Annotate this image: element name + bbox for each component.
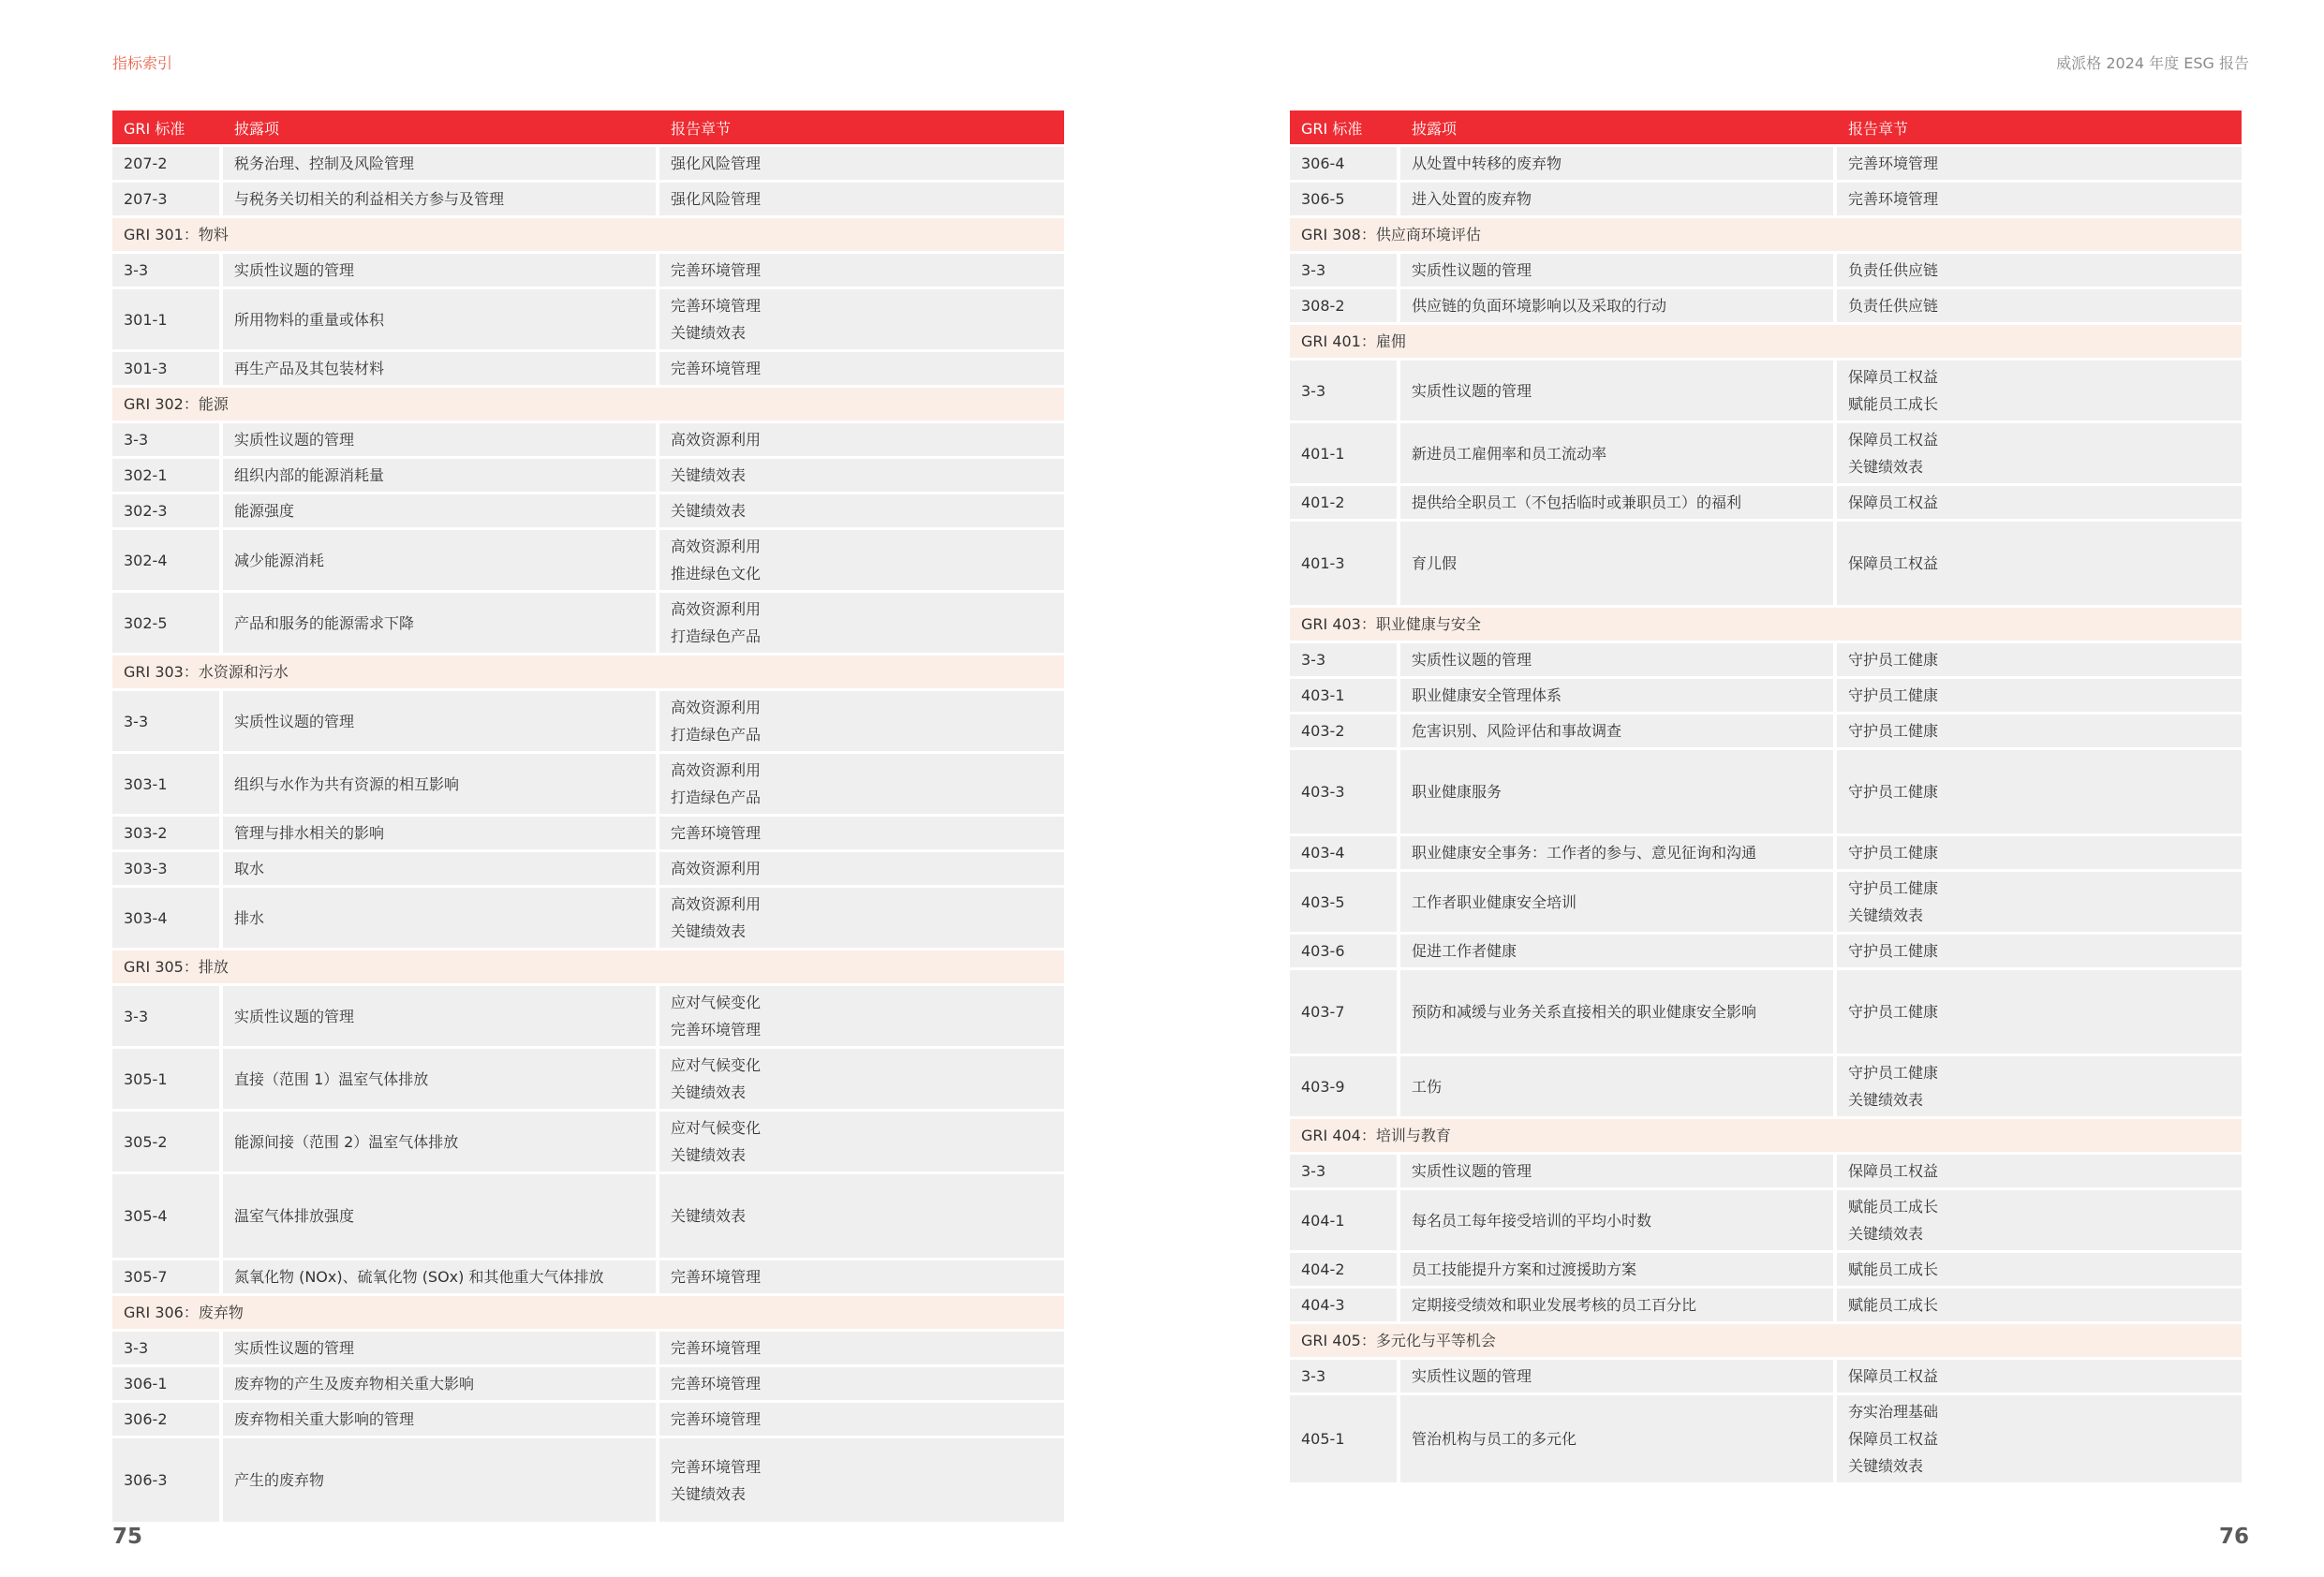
chapter-line: 关键绩效表 [671,324,747,342]
table-row [1290,643,2242,679]
disclosure-item: 育儿假 [1400,522,1837,608]
report-chapter [659,1332,1064,1367]
disclosure-item: 实质性议题的管理 [1400,254,1837,289]
chapter-line: 保障员工权益 [1848,1367,1939,1385]
chapter-line: 打造绿色产品 [671,627,762,645]
report-chapter [659,1112,1064,1174]
chapter-line: 完善环境管理 [671,824,762,842]
gri-index-table-right [1290,111,2242,1485]
table-row [1290,423,2242,486]
section-title: GRI 404：培训与教育 [1290,1119,2242,1155]
table-row [1290,1395,2242,1485]
disclosure-item: 再生产品及其包装材料 [223,352,659,388]
standard-code: 306-5 [1290,183,1400,218]
disclosure-item: 工作者职业健康安全培训 [1400,872,1837,935]
chapter-line: 完善环境管理 [671,1021,762,1039]
disclosure-item: 职业健康安全事务：工作者的参与、意见征询和沟通 [1400,836,1837,872]
table-body [112,147,1064,1525]
chapter-line: 负责任供应链 [1848,261,1939,279]
report-chapter [659,852,1064,888]
chapter-line: 守护员工健康 [1848,942,1939,960]
table-row [112,423,1064,459]
standard-code: 302-1 [112,459,223,494]
report-chapter [659,352,1064,388]
table-row [112,494,1064,530]
standard-code: 404-1 [1290,1190,1400,1253]
chapter-line: 完善环境管理 [1848,190,1939,208]
section-title: GRI 303：水资源和污水 [112,656,1064,691]
report-chapter [1837,289,2242,325]
chapter-line: 完善环境管理 [671,1339,762,1357]
report-chapter [1837,423,2242,486]
chapter-line: 完善环境管理 [671,1457,762,1476]
standard-code: 403-9 [1290,1056,1400,1119]
standard-code: 305-1 [112,1049,223,1112]
section-title: GRI 403：职业健康与安全 [1290,608,2242,643]
section-row [1290,1119,2242,1155]
standard-code: 401-3 [1290,522,1400,608]
report-chapter [1837,147,2242,183]
standard-code: 302-3 [112,494,223,530]
chapter-line: 守护员工健康 [1848,651,1939,669]
chapter-line: 关键绩效表 [671,1083,747,1101]
standard-code: 401-2 [1290,486,1400,522]
chapter-line: 完善环境管理 [671,360,762,377]
table-row [1290,750,2242,836]
report-chapter [1837,643,2242,679]
chapter-line: 打造绿色产品 [671,726,762,744]
chapter-line: 保障员工权益 [1848,431,1939,449]
report-chapter [1837,183,2242,218]
section-title: GRI 308：供应商环境评估 [1290,218,2242,254]
report-chapter [1837,361,2242,423]
disclosure-item: 进入处置的废弃物 [1400,183,1837,218]
report-chapter [1837,1056,2242,1119]
disclosure-item: 组织内部的能源消耗量 [223,459,659,494]
chapter-line: 完善环境管理 [671,1268,762,1286]
table-row [112,593,1064,656]
chapter-line: 应对气候变化 [671,994,762,1011]
table-row [112,459,1064,494]
section-row [112,218,1064,254]
table-row [112,852,1064,888]
chapter-line: 关键绩效表 [1848,458,1924,476]
table-row [112,1438,1064,1525]
table-row [112,254,1064,289]
disclosure-item: 取水 [223,852,659,888]
chapter-line: 守护员工健康 [1848,686,1939,704]
chapter-line: 保障员工权益 [1848,1430,1939,1448]
table-header-row [1290,111,2242,147]
standard-code: 306-2 [112,1403,223,1438]
disclosure-item: 实质性议题的管理 [223,691,659,754]
section-row [112,388,1064,423]
report-chapter [659,1403,1064,1438]
report-chapter [659,817,1064,852]
standard-code: 403-2 [1290,715,1400,750]
chapter-line: 关键绩效表 [671,1484,747,1503]
disclosure-item: 每名员工每年接受培训的平均小时数 [1400,1190,1837,1253]
table-row [1290,1190,2242,1253]
report-chapter [1837,935,2242,970]
table-row [112,352,1064,388]
disclosure-item: 职业健康服务 [1400,750,1837,836]
chapter-line: 高效资源利用 [671,860,762,877]
chapter-line: 关键绩效表 [1848,1457,1924,1475]
disclosure-item: 实质性议题的管理 [1400,361,1837,423]
chapter-line: 完善环境管理 [671,297,762,315]
table-row [112,1260,1064,1296]
section-title: GRI 401：雇佣 [1290,325,2242,361]
report-chapter [659,986,1064,1049]
report-chapter [659,1438,1064,1525]
chapter-line: 应对气候变化 [671,1119,762,1137]
disclosure-item: 工伤 [1400,1056,1837,1119]
page-number: 76 [2218,1525,2249,1549]
section-row [1290,218,2242,254]
chapter-line: 完善环境管理 [671,1410,762,1428]
disclosure-item: 危害识别、风险评估和事故调查 [1400,715,1837,750]
disclosure-item: 实质性议题的管理 [1400,1360,1837,1395]
report-chapter [1837,872,2242,935]
standard-code: 305-2 [112,1112,223,1174]
disclosure-item: 产生的废弃物 [223,1438,659,1525]
disclosure-item: 供应链的负面环境影响以及采取的行动 [1400,289,1837,325]
disclosure-item: 废弃物的产生及废弃物相关重大影响 [223,1367,659,1403]
section-title: GRI 301：物料 [112,218,1064,254]
disclosure-item: 职业健康安全管理体系 [1400,679,1837,715]
report-chapter [659,1260,1064,1296]
standard-code: 3-3 [1290,1155,1400,1190]
section-row [112,656,1064,691]
report-chapter [1837,486,2242,522]
disclosure-item: 排水 [223,888,659,951]
standard-code: 305-4 [112,1174,223,1260]
table-row [1290,1155,2242,1190]
table-row [1290,679,2242,715]
report-chapter [659,530,1064,593]
table-row [1290,522,2242,608]
report-title: 威派格 2024 年度 ESG 报告 [2056,54,2249,72]
chapter-line: 关键绩效表 [1848,1091,1924,1109]
standard-code: 403-5 [1290,872,1400,935]
chapter-line: 赋能员工成长 [1848,1198,1939,1216]
disclosure-item: 产品和服务的能源需求下降 [223,593,659,656]
report-chapter [1837,1155,2242,1190]
disclosure-item: 直接（范围 1）温室气体排放 [223,1049,659,1112]
report-chapter [1837,254,2242,289]
disclosure-item: 实质性议题的管理 [223,254,659,289]
disclosure-item: 定期接受绩效和职业发展考核的员工百分比 [1400,1289,1837,1324]
standard-code: 303-1 [112,754,223,817]
chapter-line: 完善环境管理 [671,261,762,279]
table-row [112,1049,1064,1112]
report-chapter [659,888,1064,951]
standard-code: 301-3 [112,352,223,388]
chapter-line: 保障员工权益 [1848,368,1939,386]
chapter-line: 打造绿色产品 [671,788,762,806]
standard-code: 404-2 [1290,1253,1400,1289]
disclosure-item: 减少能源消耗 [223,530,659,593]
report-chapter [659,459,1064,494]
report-chapter [659,494,1064,530]
table-row [112,1367,1064,1403]
table-row [1290,836,2242,872]
report-chapter [1837,1289,2242,1324]
table-row [112,1112,1064,1174]
section-row [112,951,1064,986]
table-row [112,888,1064,951]
chapter-line: 赋能员工成长 [1848,395,1939,413]
chapter-line: 关键绩效表 [671,1146,747,1164]
table-row [1290,486,2242,522]
disclosure-item: 所用物料的重量或体积 [223,289,659,352]
disclosure-item: 税务治理、控制及风险管理 [223,147,659,183]
standard-code: 207-2 [112,147,223,183]
section-row [112,1296,1064,1332]
standard-code: 306-4 [1290,147,1400,183]
chapter-line: 高效资源利用 [671,538,762,555]
chapter-line: 关键绩效表 [671,922,747,940]
table-row [112,530,1064,593]
column-header-standard: GRI 标准 [112,111,223,147]
disclosure-item: 新进员工雇佣率和员工流动率 [1400,423,1837,486]
table-row [1290,361,2242,423]
report-chapter [1837,1360,2242,1395]
chapter-line: 赋能员工成长 [1848,1260,1939,1278]
table-row [112,183,1064,218]
table-row [112,754,1064,817]
chapter-line: 守护员工健康 [1848,722,1939,740]
standard-code: 306-3 [112,1438,223,1525]
standard-code: 403-4 [1290,836,1400,872]
disclosure-item: 实质性议题的管理 [1400,643,1837,679]
disclosure-item: 能源强度 [223,494,659,530]
report-chapter [1837,970,2242,1056]
standard-code: 3-3 [1290,254,1400,289]
report-chapter [659,147,1064,183]
standard-code: 3-3 [1290,361,1400,423]
right-page [1162,0,2324,1577]
section-row [1290,1324,2242,1360]
report-chapter [659,254,1064,289]
chapter-line: 完善环境管理 [671,1375,762,1393]
report-chapter [659,754,1064,817]
column-header-chapter: 报告章节 [1837,111,2242,147]
standard-code: 403-1 [1290,679,1400,715]
disclosure-item: 促进工作者健康 [1400,935,1837,970]
disclosure-item: 废弃物相关重大影响的管理 [223,1403,659,1438]
standard-code: 306-1 [112,1367,223,1403]
standard-code: 3-3 [112,423,223,459]
chapter-line: 完善环境管理 [1848,155,1939,172]
disclosure-item: 组织与水作为共有资源的相互影响 [223,754,659,817]
chapter-line: 高效资源利用 [671,431,762,449]
table-row [1290,935,2242,970]
chapter-line: 关键绩效表 [671,1207,747,1225]
standard-code: 3-3 [1290,1360,1400,1395]
table-row [112,1174,1064,1260]
chapter-line: 高效资源利用 [671,699,762,716]
disclosure-item: 从处置中转移的废弃物 [1400,147,1837,183]
table-row [112,147,1064,183]
report-chapter [659,1174,1064,1260]
disclosure-item: 员工技能提升方案和过渡援助方案 [1400,1253,1837,1289]
chapter-line: 高效资源利用 [671,761,762,779]
report-chapter [1837,1395,2242,1485]
standard-code: 301-1 [112,289,223,352]
report-chapter [1837,836,2242,872]
table-row [1290,183,2242,218]
page-number: 75 [112,1525,143,1549]
section-title: GRI 405：多元化与平等机会 [1290,1324,2242,1360]
table-row [1290,147,2242,183]
chapter-line: 强化风险管理 [671,190,762,208]
chapter-line: 推进绿色文化 [671,565,762,582]
table-header-row [112,111,1064,147]
report-chapter [1837,750,2242,836]
column-header-standard: GRI 标准 [1290,111,1400,147]
chapter-line: 守护员工健康 [1848,879,1939,897]
standard-code: 303-3 [112,852,223,888]
standard-code: 3-3 [1290,643,1400,679]
standard-code: 404-3 [1290,1289,1400,1324]
standard-code: 3-3 [112,691,223,754]
report-chapter [1837,715,2242,750]
standard-code: 3-3 [112,986,223,1049]
standard-code: 302-4 [112,530,223,593]
report-chapter [659,1367,1064,1403]
section-title: GRI 305：排放 [112,951,1064,986]
table-row [1290,872,2242,935]
column-header-chapter: 报告章节 [659,111,1064,147]
chapter-line: 守护员工健康 [1848,783,1939,801]
chapter-line: 关键绩效表 [1848,906,1924,924]
disclosure-item: 温室气体排放强度 [223,1174,659,1260]
standard-code: 403-6 [1290,935,1400,970]
gri-index-table-left [112,111,1064,1525]
standard-code: 3-3 [112,254,223,289]
report-chapter [659,1049,1064,1112]
chapter-line: 应对气候变化 [671,1056,762,1074]
standard-code: 305-7 [112,1260,223,1296]
standard-code: 405-1 [1290,1395,1400,1485]
chapter-line: 保障员工权益 [1848,554,1939,572]
chapter-line: 保障员工权益 [1848,494,1939,511]
chapter-line: 守护员工健康 [1848,844,1939,862]
report-chapter [659,691,1064,754]
disclosure-item: 氮氧化物 (NOx)、硫氧化物 (SOx) 和其他重大气体排放 [223,1260,659,1296]
table-row [1290,970,2242,1056]
standard-code: 303-2 [112,817,223,852]
section-row [1290,608,2242,643]
chapter-line: 守护员工健康 [1848,1064,1939,1082]
report-chapter [1837,522,2242,608]
disclosure-item: 实质性议题的管理 [1400,1155,1837,1190]
table-row [1290,1056,2242,1119]
table-row [112,1403,1064,1438]
disclosure-item: 实质性议题的管理 [223,423,659,459]
standard-code: 303-4 [112,888,223,951]
chapter-line: 负责任供应链 [1848,297,1939,315]
chapter-line: 守护员工健康 [1848,1003,1939,1021]
disclosure-item: 实质性议题的管理 [223,986,659,1049]
disclosure-item: 实质性议题的管理 [223,1332,659,1367]
chapter-line: 强化风险管理 [671,155,762,172]
section-row [1290,325,2242,361]
chapter-line: 关键绩效表 [671,466,747,484]
table-row [112,986,1064,1049]
report-chapter [1837,679,2242,715]
disclosure-item: 能源间接（范围 2）温室气体排放 [223,1112,659,1174]
column-header-disclosure: 披露项 [1400,111,1837,147]
table-row [112,691,1064,754]
table-row [112,289,1064,352]
column-header-disclosure: 披露项 [223,111,659,147]
table-row [1290,1289,2242,1324]
chapter-line: 保障员工权益 [1848,1162,1939,1180]
report-chapter [659,593,1064,656]
table-row [1290,289,2242,325]
table-row [112,1332,1064,1367]
chapter-line: 赋能员工成长 [1848,1296,1939,1314]
standard-code: 302-5 [112,593,223,656]
section-title: 指标索引 [112,54,173,72]
disclosure-item: 管理与排水相关的影响 [223,817,659,852]
chapter-line: 高效资源利用 [671,600,762,618]
section-title: GRI 302：能源 [112,388,1064,423]
standard-code: 403-3 [1290,750,1400,836]
table-row [1290,715,2242,750]
table-row [1290,254,2242,289]
disclosure-item: 提供给全职员工（不包括临时或兼职员工）的福利 [1400,486,1837,522]
standard-code: 403-7 [1290,970,1400,1056]
standard-code: 401-1 [1290,423,1400,486]
chapter-line: 关键绩效表 [1848,1225,1924,1243]
report-chapter [659,183,1064,218]
disclosure-item: 预防和减缓与业务关系直接相关的职业健康安全影响 [1400,970,1837,1056]
section-title: GRI 306：废弃物 [112,1296,1064,1332]
chapter-line: 高效资源利用 [671,895,762,913]
report-chapter [659,289,1064,352]
report-chapter [1837,1253,2242,1289]
report-chapter [1837,1190,2242,1253]
table-row [112,817,1064,852]
disclosure-item: 与税务关切相关的利益相关方参与及管理 [223,183,659,218]
chapter-line: 关键绩效表 [671,502,747,520]
standard-code: 207-3 [112,183,223,218]
standard-code: 308-2 [1290,289,1400,325]
table-row [1290,1253,2242,1289]
table-row [1290,1360,2242,1395]
disclosure-item: 管治机构与员工的多元化 [1400,1395,1837,1485]
standard-code: 3-3 [112,1332,223,1367]
report-chapter [659,423,1064,459]
table-body [1290,147,2242,1485]
chapter-line: 夯实治理基础 [1848,1403,1939,1421]
